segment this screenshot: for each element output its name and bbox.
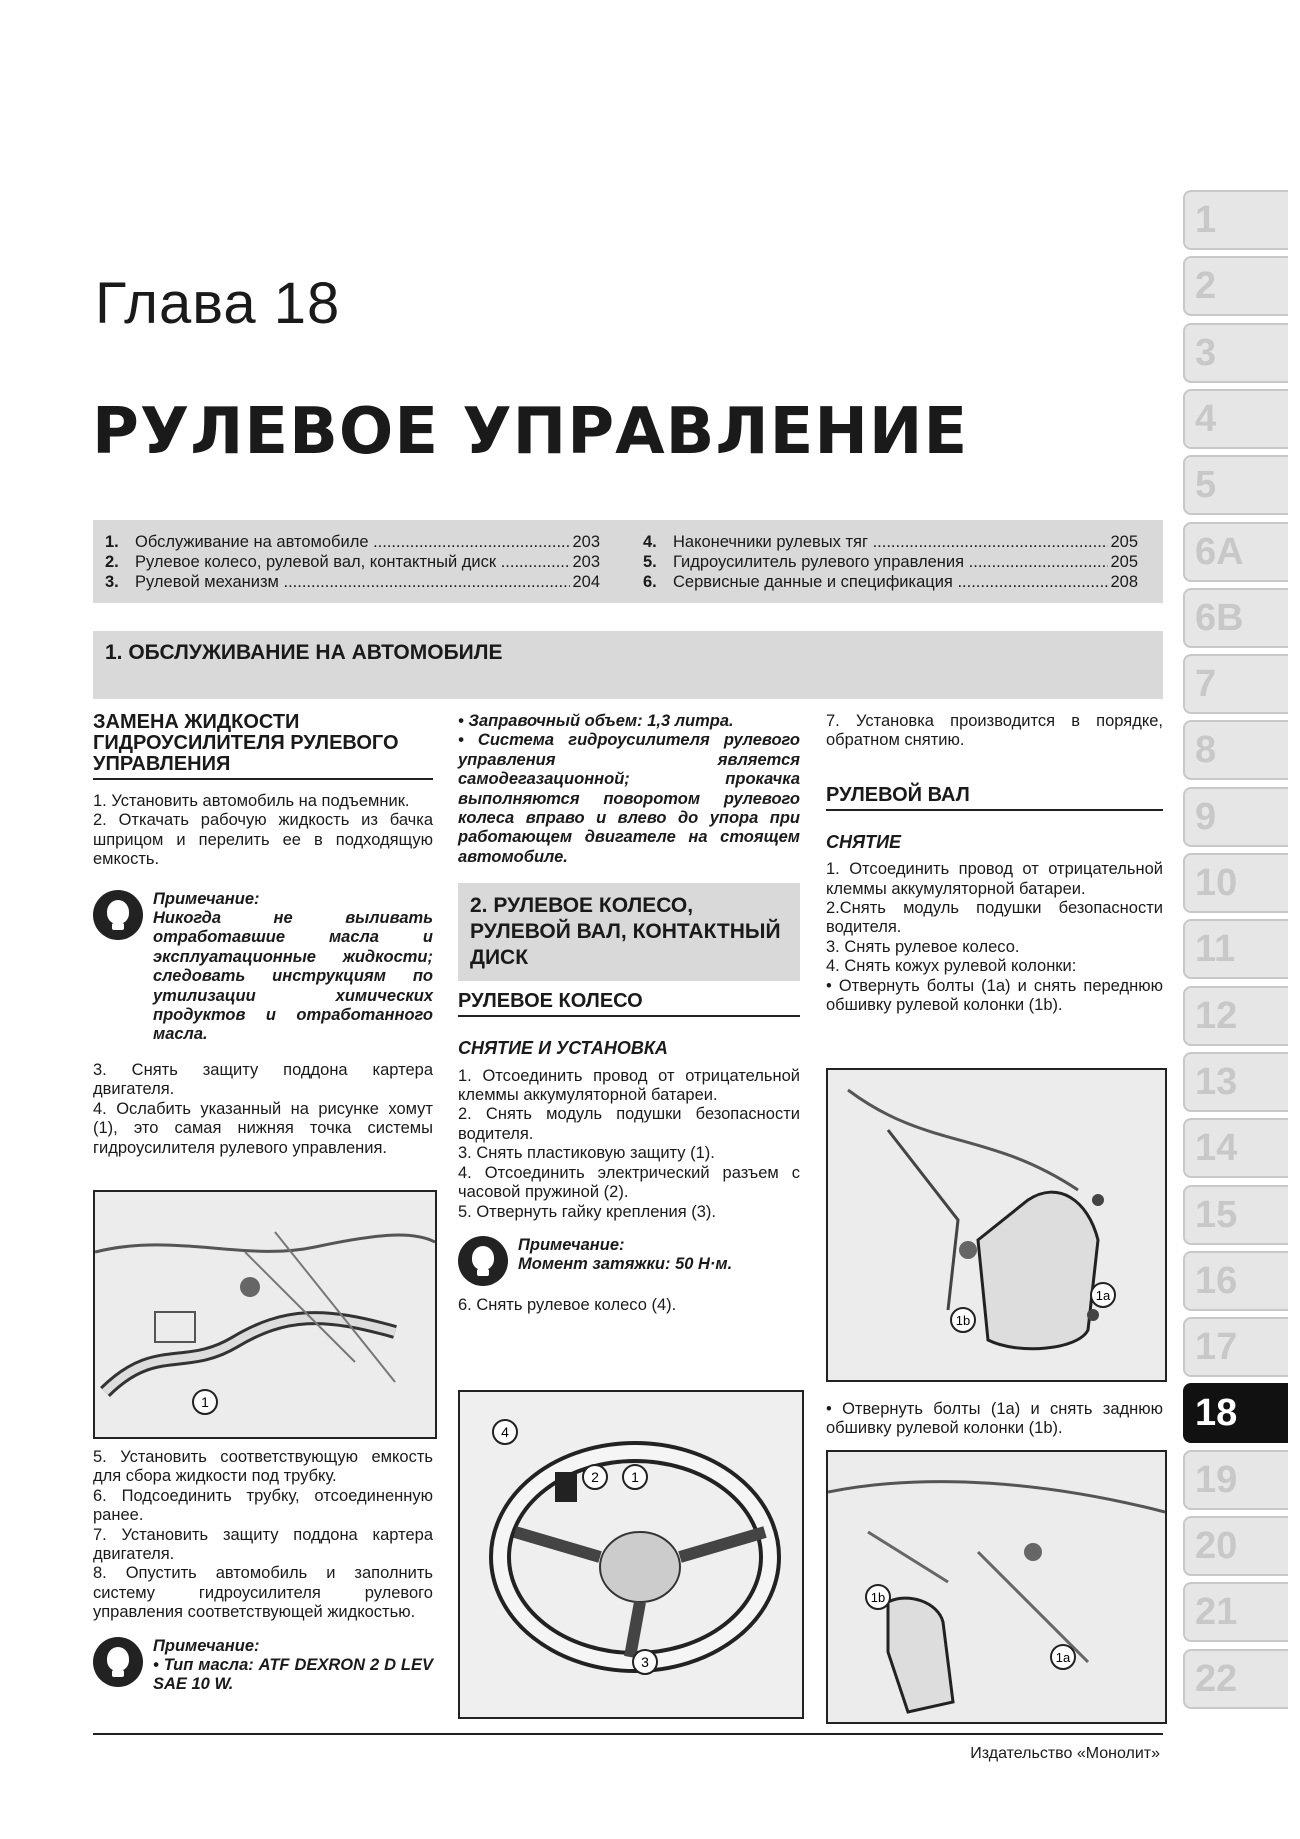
chapter-tab-17[interactable]: 17 <box>1183 1317 1288 1377</box>
callout-label: 1b <box>870 1590 886 1605</box>
column-3-lower <box>826 1400 1163 1439</box>
step: 2.Снять модуль подушки безопасности водителя. <box>826 899 1163 937</box>
chapter-tab-11[interactable]: 11 <box>1183 919 1288 979</box>
subsection-heading: РУЛЕВОЙ ВАЛ <box>826 785 1163 811</box>
footer-divider <box>93 1733 1163 1735</box>
chapter-tab-7[interactable]: 7 <box>1183 654 1288 714</box>
table-of-contents <box>93 520 1163 603</box>
toc-num: 3. <box>105 573 119 591</box>
toc-num: 2. <box>105 553 119 571</box>
toc-text: Наконечники рулевых тяг ..... <box>673 532 1108 552</box>
toc-text: Рулевое колесо, рулевой вал, контактный диск ..... <box>135 552 570 572</box>
hose-clamp-illustration <box>95 1192 435 1437</box>
note-label: Примечание: <box>518 1235 625 1254</box>
callout-label: 3 <box>641 1654 649 1670</box>
toc-item[interactable] <box>105 532 600 552</box>
note-text: Момент затяжки: 50 Н·м. <box>518 1255 733 1274</box>
chapter-tab-6a[interactable]: 6A <box>1183 522 1288 582</box>
publisher-label: Издательство «Монолит» <box>970 1745 1160 1762</box>
toc-item[interactable] <box>643 572 1138 592</box>
chapter-tab-8[interactable]: 8 <box>1183 720 1288 780</box>
step: 3. Снять рулевое колесо. <box>826 937 1020 956</box>
chapter-tab-21[interactable]: 21 <box>1183 1582 1288 1642</box>
note-text: Никогда не выливать отработавшие масла и эксплуатационные жидкости; следовать инструкциям по утилизации химических продуктов и отработанного масла. <box>153 909 433 1044</box>
column-1 <box>93 712 433 1158</box>
chapter-tab-4[interactable]: 4 <box>1183 389 1288 449</box>
chapter-tab-22[interactable]: 22 <box>1183 1649 1288 1709</box>
toc-num: 4. <box>643 533 657 551</box>
callout-label: 1a <box>1095 1288 1111 1303</box>
toc-num: 5. <box>643 553 657 571</box>
connector-icon <box>555 1472 577 1502</box>
step: 7. Установка производится в порядке, обратном снятию. <box>826 712 1163 750</box>
step: 1. Установить автомобиль на подъемник. <box>93 792 410 810</box>
section-heading-text: 1. ОБСЛУЖИВАНИЕ НА АВТОМОБИЛЕ <box>105 641 503 664</box>
figure-rear-cover <box>826 1450 1167 1724</box>
step: 5. Отвернуть гайку крепления (3). <box>458 1202 716 1221</box>
note-label: Примечание: <box>153 1636 260 1655</box>
callout-label: 1a <box>1055 1650 1071 1665</box>
subsection-heading: ЗАМЕНА ЖИДКОСТИ ГИДРОУСИЛИТЕЛЯ РУЛЕВОГО УПРАВЛЕНИЯ <box>93 712 433 780</box>
callout-label: 1 <box>201 1394 209 1410</box>
toc-page: 204 <box>572 573 600 591</box>
step: 8. Опустить автомобиль и заполнить систему гидроусилителя рулевого управления соответствующей жидкостью. <box>93 1564 433 1622</box>
lightbulb-icon <box>93 1637 143 1687</box>
toc-page: 205 <box>1110 553 1138 571</box>
step: 4. Снять кожух рулевой колонки: <box>826 957 1077 976</box>
note-label: Примечание: <box>153 889 260 908</box>
step: 1. Отсоединить провод от отрицательной клеммы аккумуляторной батареи. <box>458 1066 800 1105</box>
chapter-tab-16[interactable]: 16 <box>1183 1251 1288 1311</box>
column-1-lower <box>93 1448 433 1711</box>
chapter-tab-2[interactable]: 2 <box>1183 256 1288 316</box>
toc-page: 205 <box>1110 533 1138 551</box>
step: 4. Отсоединить электрический разъем с часовой пружиной (2). <box>458 1163 800 1202</box>
column-2 <box>458 712 800 1315</box>
lightbulb-icon <box>458 1236 508 1286</box>
column-3 <box>826 712 1163 1015</box>
lightbulb-icon <box>93 890 143 940</box>
step: 5. Установить соответствующую емкость для сбора жидкости под трубку. <box>93 1448 433 1486</box>
toc-text: Обслуживание на автомобиле ..... <box>135 532 570 552</box>
step: 3. Снять защиту поддона картера двигателя. <box>93 1060 433 1099</box>
toc-item[interactable] <box>643 532 1138 552</box>
toc-item[interactable] <box>643 552 1138 572</box>
toc-text: Сервисные данные и спецификация ..... <box>673 572 1108 592</box>
figure-front-cover <box>826 1068 1167 1382</box>
figure-steering-wheel <box>458 1390 804 1719</box>
step: 6. Снять рулевое колесо (4). <box>458 1295 677 1314</box>
chapter-label: Глава 18 <box>95 271 341 336</box>
note-box <box>458 1236 800 1286</box>
section-heading-2: 2. РУЛЕВОЕ КОЛЕСО, РУЛЕВОЙ ВАЛ, КОНТАКТНЫЙ ДИСК <box>458 883 800 981</box>
steering-wheel-illustration <box>460 1392 802 1717</box>
bullet: • Отвернуть болты (1a) и снять заднюю обшивку рулевой колонки (1b). <box>826 1400 1163 1438</box>
callout-label: 1 <box>631 1469 639 1485</box>
bullet: • Заправочный объем: 1,3 литра. <box>458 712 734 730</box>
step: 3. Снять пластиковую защиту (1). <box>458 1144 715 1163</box>
step: 1. Отсоединить провод от отрицательной клеммы аккумуляторной батареи. <box>826 860 1163 898</box>
chapter-tab-9[interactable]: 9 <box>1183 787 1288 847</box>
note-box <box>93 1637 433 1695</box>
chapter-tab-15[interactable]: 15 <box>1183 1185 1288 1245</box>
step: 4. Ослабить указанный на рисунке хомут (1), это самая нижняя точка системы гидроусилителя рулевого управления. <box>93 1099 433 1157</box>
chapter-tab-6b[interactable]: 6B <box>1183 588 1288 648</box>
note-text: • Тип масла: ATF DEXRON 2 D LEV SAE 10 W. <box>153 1656 433 1694</box>
toc-item[interactable] <box>105 572 600 592</box>
sub-subsection-heading: СНЯТИЕ <box>826 831 902 852</box>
callout-label: 1b <box>955 1313 971 1328</box>
section-heading-1 <box>93 631 1163 699</box>
chapter-tab-1[interactable]: 1 <box>1183 190 1288 250</box>
toc-page: 203 <box>572 553 600 571</box>
chapter-tab-3[interactable]: 3 <box>1183 323 1288 383</box>
chapter-tab-5[interactable]: 5 <box>1183 455 1288 515</box>
note-box <box>93 890 433 1045</box>
toc-page: 208 <box>1110 573 1138 591</box>
column-rear-cover-illustration <box>828 1452 1165 1722</box>
bullet: • Отвернуть болты (1a) и снять переднюю обшивку рулевой колонки (1b). <box>826 976 1163 1015</box>
column-front-cover-illustration <box>828 1070 1165 1380</box>
toc-page: 203 <box>572 533 600 551</box>
toc-text: Гидроусилитель рулевого управления ..... <box>673 552 1108 572</box>
chapter-title: РУЛЕВОЕ УПРАВЛЕНИЕ <box>92 395 969 469</box>
chapter-tab-14[interactable]: 14 <box>1183 1118 1288 1178</box>
toc-num: 6. <box>643 573 657 591</box>
bullet: • Система гидроусилителя рулевого управления является самодегазационной; прокачка выполняются поворотом рулевого колеса вправо и влево до упора при работающем двигателе на стоящем автомобиле. <box>458 731 800 866</box>
chapter-tab-13[interactable]: 13 <box>1183 1052 1288 1112</box>
chapter-tab-18[interactable]: 18 <box>1183 1383 1288 1443</box>
chapter-tab-10[interactable]: 10 <box>1183 853 1288 913</box>
toc-text: Рулевой механизм ..... <box>135 572 570 592</box>
callout-label: 4 <box>501 1424 509 1440</box>
step: 6. Подсоединить трубку, отсоединенную ранее. <box>93 1486 433 1525</box>
chapter-tab-20[interactable]: 20 <box>1183 1516 1288 1576</box>
step: 7. Установить защиту поддона картера двигателя. <box>93 1525 433 1564</box>
step: 2. Снять модуль подушки безопасности водителя. <box>458 1105 800 1143</box>
chapter-tab-19[interactable]: 19 <box>1183 1450 1288 1510</box>
figure-hose-clamp <box>93 1190 437 1439</box>
callout-label: 2 <box>591 1469 599 1485</box>
step: 2. Откачать рабочую жидкость из бачка шприцом и перелить ее в подходящую емкость. <box>93 811 433 869</box>
chapter-tab-12[interactable]: 12 <box>1183 986 1288 1046</box>
sub-subsection-heading: СНЯТИЕ И УСТАНОВКА <box>458 1038 668 1059</box>
toc-num: 1. <box>105 533 119 551</box>
toc-item[interactable] <box>105 552 600 572</box>
subsection-heading: РУЛЕВОЕ КОЛЕСО <box>458 991 800 1017</box>
